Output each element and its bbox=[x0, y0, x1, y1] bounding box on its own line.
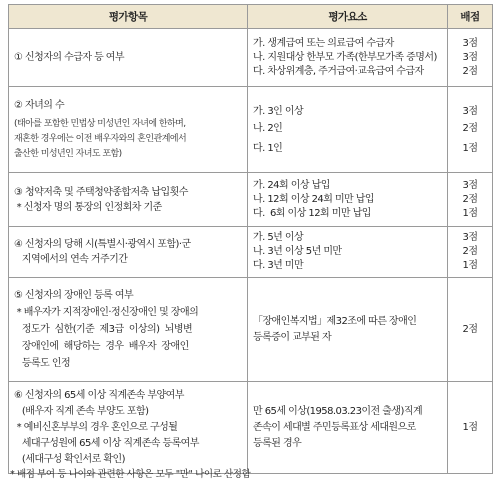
item-note: 재혼한 경우에는 이전 배우자와의 혼인관계에서 bbox=[14, 133, 187, 144]
element-line: 가. 생계급여 또는 의료급여 수급자 bbox=[253, 37, 394, 49]
element-line: 다. 1인 bbox=[253, 142, 283, 154]
element-line: 존속이 세대별 주민등록표상 세대원으로 bbox=[253, 421, 416, 433]
element-cell bbox=[248, 278, 448, 382]
score-cell bbox=[448, 173, 493, 227]
scoring-table bbox=[8, 4, 493, 474]
score-value: 2점 bbox=[462, 246, 478, 257]
element-cell bbox=[248, 87, 448, 173]
table-row bbox=[9, 87, 493, 173]
element-cell bbox=[248, 29, 448, 87]
footnote: * 배점 부여 등 나이와 관련한 사항은 모두 "만" 나이로 산정함 bbox=[10, 469, 251, 480]
item-note: 출산한 미성년인 자녀도 포함) bbox=[14, 148, 122, 159]
table-row bbox=[9, 227, 493, 278]
score-cell bbox=[448, 382, 493, 474]
table-row bbox=[9, 382, 493, 474]
item-note: * 배우자가 지적장애인·정신장애인 및 장애의 bbox=[14, 307, 199, 318]
score-value: 3점 bbox=[462, 232, 478, 243]
item-note: 세대구성원에 65세 이상 직계존속 등록여부 bbox=[14, 437, 199, 449]
element-line: 만 65세 이상(1958.03.23이전 출생)직계 bbox=[253, 405, 423, 417]
score-value: 3점 bbox=[462, 179, 478, 191]
element-line: 「장애인복지법」제32조에 따른 장애인 bbox=[253, 315, 417, 327]
item-note: * 예비신혼부부의 경우 혼인으로 구성될 bbox=[14, 421, 178, 433]
table-row bbox=[9, 173, 493, 227]
score-cell bbox=[448, 87, 493, 173]
item-title: ① 신청자의 수급자 등 여부 bbox=[14, 52, 125, 63]
element-cell bbox=[248, 227, 448, 278]
item-cell bbox=[9, 87, 248, 173]
element-line: 다. 3년 미만 bbox=[253, 260, 304, 271]
element-line: 가. 5년 이상 bbox=[253, 232, 304, 243]
score-value: 2점 bbox=[462, 122, 478, 134]
element-line: 나. 12회 이상 24회 미만 납입 bbox=[253, 193, 375, 205]
item-cell bbox=[9, 227, 248, 278]
score-value: 1점 bbox=[462, 421, 478, 433]
table-row bbox=[9, 278, 493, 382]
element-line: 다. 차상위계층, 주거급여·교육급여 수급자 bbox=[253, 65, 424, 77]
item-note: 등록도 인정 bbox=[14, 358, 71, 369]
header-evaluation-item: 평가항목 bbox=[9, 5, 248, 29]
item-title: ④ 신청자의 당해 시(특별시·광역시 포함)·군 bbox=[14, 239, 191, 250]
item-note: (태아를 포함한 민법상 미성년인 자녀에 한하며, bbox=[14, 118, 186, 129]
element-line: 나. 3년 이상 5년 미만 bbox=[253, 246, 342, 257]
item-cell bbox=[9, 382, 248, 474]
item-title: ③ 청약저축 및 주택청약종합저축 납입횟수 bbox=[14, 186, 188, 198]
element-line: 가. 24회 이상 납입 bbox=[253, 179, 330, 191]
element-line: 등록증이 교부된 자 bbox=[253, 331, 332, 343]
element-cell bbox=[248, 173, 448, 227]
element-line: 나. 2인 bbox=[253, 122, 283, 134]
item-cell bbox=[9, 29, 248, 87]
element-line: 등록된 경우 bbox=[253, 437, 302, 449]
element-line: 가. 3인 이상 bbox=[253, 105, 304, 117]
item-title: ⑥ 신청자의 65세 이상 직계존속 부양여부 bbox=[14, 389, 184, 401]
score-cell bbox=[448, 278, 493, 382]
score-value: 1점 bbox=[462, 260, 478, 271]
score-value: 3점 bbox=[462, 105, 478, 117]
header-evaluation-element: 평가요소 bbox=[248, 5, 448, 29]
item-note: (세대구성 확인서로 확인) bbox=[14, 453, 125, 465]
header-score: 배점 bbox=[448, 5, 493, 29]
item-cell bbox=[9, 173, 248, 227]
item-cell bbox=[9, 278, 248, 382]
element-cell bbox=[248, 382, 448, 474]
score-cell bbox=[448, 227, 493, 278]
element-line: 다. 6회 이상 12회 미만 납입 bbox=[253, 207, 371, 219]
item-title: ⑤ 신청자의 장애인 등록 여부 bbox=[14, 290, 134, 301]
item-note: * 신청자 명의 통장의 인정회차 기준 bbox=[14, 201, 162, 213]
item-title-cont: 지역에서의 연속 거주기간 bbox=[14, 254, 128, 265]
item-note: 정도가 심한(기준 제3급 이상의) 뇌병변 bbox=[14, 324, 193, 335]
element-line: 나. 지원대상 한부모 가족(한부모가족 증명서) bbox=[253, 51, 437, 63]
item-note: 장애인에 해당하는 경우 배우자 장애인 bbox=[14, 341, 189, 352]
table-header-row bbox=[9, 5, 493, 29]
score-value: 2점 bbox=[462, 323, 478, 335]
item-title: ② 자녀의 수 bbox=[14, 99, 65, 111]
table-row bbox=[9, 29, 493, 87]
score-value: 3점 bbox=[462, 37, 478, 49]
score-value: 3점 bbox=[462, 51, 478, 63]
score-value: 1점 bbox=[462, 207, 478, 219]
score-cell bbox=[448, 29, 493, 87]
score-value: 2점 bbox=[462, 193, 478, 205]
item-note: (배우자 직계 존속 부양도 포함) bbox=[14, 405, 149, 417]
score-value: 1점 bbox=[462, 142, 478, 154]
score-value: 2점 bbox=[462, 65, 478, 77]
